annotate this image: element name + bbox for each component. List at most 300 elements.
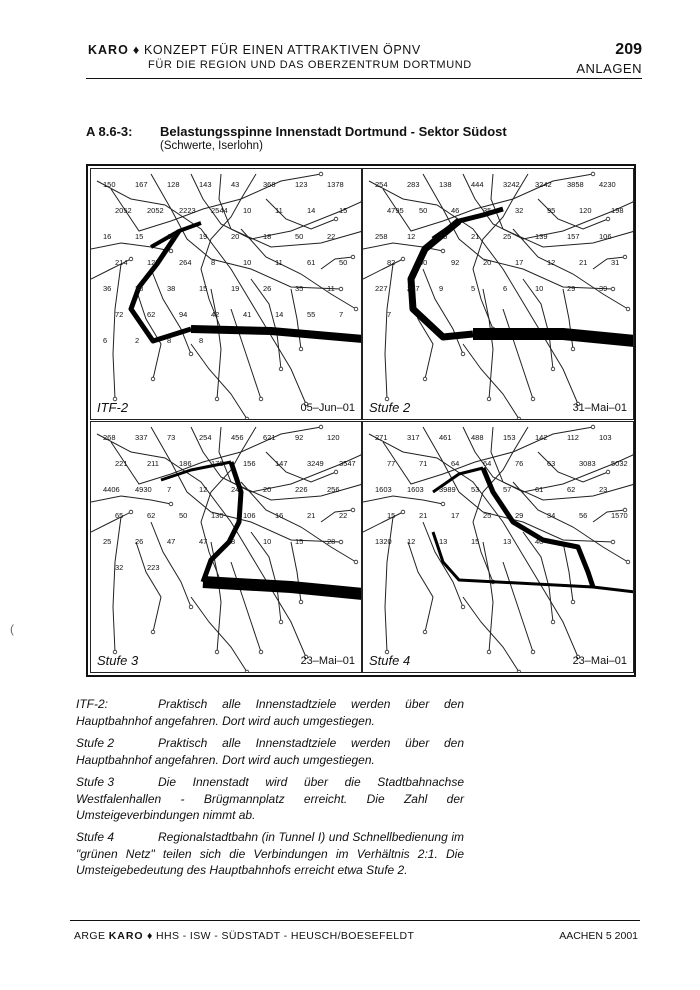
stop-marker bbox=[279, 620, 283, 624]
figure-subtitle: (Schwerte, Iserlohn) bbox=[160, 140, 263, 152]
load-value-label: 15 bbox=[339, 206, 348, 215]
stop-marker bbox=[571, 600, 575, 604]
network-map-itf2 bbox=[91, 169, 362, 420]
load-value-label: 211 bbox=[147, 459, 159, 468]
stop-marker bbox=[339, 540, 343, 544]
load-value-label: 13 bbox=[167, 232, 176, 241]
load-value-label: 13 bbox=[503, 537, 512, 546]
load-value-label: 112 bbox=[567, 433, 579, 442]
load-value-label: 258 bbox=[375, 232, 388, 241]
network-line bbox=[231, 309, 261, 399]
load-value-label: 50 bbox=[179, 511, 188, 520]
load-value-label: 1378 bbox=[327, 180, 344, 189]
section-label: ANLAGEN bbox=[576, 61, 642, 76]
stop-marker bbox=[531, 397, 535, 401]
load-value-label: 12 bbox=[407, 537, 416, 546]
load-value-label: 256 bbox=[327, 485, 340, 494]
stop-marker bbox=[591, 425, 595, 429]
panel-date: 05–Jun–01 bbox=[300, 402, 355, 414]
description-text: Praktisch alle Innenstadtziele werden über den Hauptbahnhof angefahren. Dort wird auch umgestiegen. bbox=[76, 736, 464, 767]
load-value-label: 271 bbox=[375, 433, 388, 442]
load-value-label: 23 bbox=[599, 485, 608, 494]
load-value-label: 10 bbox=[243, 206, 252, 215]
load-value-label: 53 bbox=[471, 485, 480, 494]
load-value-label: 138 bbox=[439, 180, 452, 189]
load-value-label: 11 bbox=[275, 258, 283, 267]
network-line bbox=[91, 496, 171, 504]
network-line bbox=[363, 496, 443, 504]
load-value-label: 17 bbox=[515, 258, 524, 267]
load-value-label: 8 bbox=[211, 258, 216, 267]
stop-marker bbox=[354, 560, 358, 564]
stop-marker bbox=[633, 199, 634, 203]
load-value-label: 57 bbox=[503, 485, 512, 494]
load-value-label: 139 bbox=[535, 232, 548, 241]
footer-partners: HHS - ISW - SÜDSTADT - HEUSCH/BOESEFELDT bbox=[156, 930, 415, 942]
load-value-label: 41 bbox=[243, 310, 252, 319]
load-value-label: 127 bbox=[147, 258, 160, 267]
stop-marker bbox=[129, 257, 133, 261]
load-value-label: 3547 bbox=[339, 459, 356, 468]
load-value-label: 153 bbox=[503, 433, 516, 442]
load-value-label: 35 bbox=[295, 284, 304, 293]
footer-left bbox=[74, 930, 414, 942]
stop-marker bbox=[551, 620, 555, 624]
load-value-label: 50 bbox=[295, 232, 304, 241]
description-label: ITF-2: bbox=[76, 697, 108, 711]
header-bullet: ♦ bbox=[132, 43, 140, 57]
load-value-label: 28 bbox=[327, 537, 336, 546]
load-value-label: 103 bbox=[599, 433, 612, 442]
load-value-label: 3242 bbox=[503, 180, 520, 189]
figure-title: Belastungsspinne Innenstadt Dortmund - Sektor Südost bbox=[160, 124, 507, 139]
load-value-label: 4230 bbox=[599, 180, 616, 189]
load-value-label: 283 bbox=[407, 180, 420, 189]
header-rule bbox=[86, 78, 642, 79]
load-value-label: 227 bbox=[375, 284, 388, 293]
load-value-label: 64 bbox=[451, 459, 460, 468]
load-value-label: 42 bbox=[211, 310, 220, 319]
network-line bbox=[593, 257, 625, 269]
network-map-stufe2 bbox=[363, 169, 634, 420]
description-stufe2 bbox=[76, 735, 464, 768]
load-value-label: 50 bbox=[339, 258, 348, 267]
network-line bbox=[483, 542, 493, 652]
stop-marker bbox=[319, 172, 323, 176]
load-value-label: 47 bbox=[167, 537, 176, 546]
network-line bbox=[191, 344, 247, 419]
footer-brand: KARO bbox=[108, 930, 144, 942]
load-value-label: 32 bbox=[115, 563, 124, 572]
heavy-load-line bbox=[203, 582, 362, 594]
load-value-label: 40 bbox=[535, 537, 544, 546]
load-value-label: 130 bbox=[211, 511, 224, 520]
stop-marker bbox=[299, 347, 303, 351]
stop-marker bbox=[551, 367, 555, 371]
load-value-label: 461 bbox=[439, 433, 452, 442]
load-value-label: 64 bbox=[483, 459, 492, 468]
header-line1 bbox=[88, 43, 421, 57]
load-value-label: 120 bbox=[327, 433, 340, 442]
stop-marker bbox=[215, 650, 219, 654]
load-value-label: 95 bbox=[547, 206, 556, 215]
panel-stufe4 bbox=[362, 421, 634, 673]
load-value-label: 31 bbox=[611, 258, 620, 267]
load-value-label: 56 bbox=[579, 511, 588, 520]
load-value-label: 120 bbox=[579, 206, 592, 215]
stop-marker bbox=[129, 510, 133, 514]
load-value-label: 22 bbox=[327, 232, 336, 241]
load-value-label: 19 bbox=[231, 284, 240, 293]
load-value-label: 15 bbox=[295, 537, 304, 546]
load-value-label: 456 bbox=[231, 433, 244, 442]
network-line bbox=[408, 542, 433, 632]
panel-label: Stufe 3 bbox=[97, 653, 139, 668]
network-line bbox=[423, 522, 463, 607]
load-value-label: 4406 bbox=[103, 485, 120, 494]
load-value-label: 16 bbox=[103, 232, 112, 241]
load-value-label: 264 bbox=[179, 258, 192, 267]
load-value-label: 47 bbox=[199, 537, 208, 546]
panel-label: Stufe 2 bbox=[369, 400, 411, 415]
stop-marker bbox=[351, 508, 355, 512]
load-value-label: 3249 bbox=[307, 459, 324, 468]
load-value-label: 106 bbox=[243, 511, 256, 520]
load-value-label: 368 bbox=[263, 180, 276, 189]
load-value-label: 1320 bbox=[375, 537, 392, 546]
load-value-label: 157 bbox=[567, 232, 580, 241]
stop-marker bbox=[487, 397, 491, 401]
stop-marker bbox=[319, 425, 323, 429]
description-label: Stufe 2 bbox=[76, 736, 115, 750]
panel-date: 23–Mai–01 bbox=[572, 655, 627, 667]
description-stufe4 bbox=[76, 829, 464, 879]
network-line bbox=[463, 597, 519, 672]
stop-marker bbox=[169, 249, 173, 253]
load-value-label: 55 bbox=[307, 310, 316, 319]
load-value-label: 15 bbox=[135, 232, 144, 241]
load-value-label: 21 bbox=[579, 258, 588, 267]
load-value-label: 38 bbox=[135, 284, 144, 293]
stop-marker bbox=[611, 287, 615, 291]
load-value-label: 2544 bbox=[211, 206, 228, 215]
network-line bbox=[201, 174, 256, 329]
load-value-label: 29 bbox=[515, 511, 524, 520]
load-value-label: 61 bbox=[307, 258, 316, 267]
load-value-label: 8 bbox=[199, 336, 204, 345]
load-value-label: 9 bbox=[439, 284, 444, 293]
load-value-label: 8 bbox=[167, 336, 172, 345]
stop-marker bbox=[215, 397, 219, 401]
stop-marker bbox=[441, 502, 445, 506]
footer-rule bbox=[70, 920, 640, 921]
load-value-label: 26 bbox=[135, 537, 144, 546]
load-value-label: 147 bbox=[275, 459, 288, 468]
load-value-label: 38 bbox=[167, 284, 176, 293]
stop-marker bbox=[591, 172, 595, 176]
load-value-label: 29 bbox=[567, 284, 576, 293]
stop-marker bbox=[189, 352, 193, 356]
load-value-label: 223 bbox=[147, 563, 160, 572]
network-line bbox=[231, 562, 261, 652]
load-value-label: 34 bbox=[547, 511, 556, 520]
load-value-label: 36 bbox=[103, 284, 112, 293]
load-value-label: 1603 bbox=[407, 485, 424, 494]
header-title-line2: FÜR DIE REGION UND DAS OBERZENTRUM DORTMUND bbox=[148, 59, 472, 71]
load-value-label: 50 bbox=[419, 206, 428, 215]
load-value-label: 32 bbox=[515, 206, 524, 215]
footer-date: AACHEN 5 2001 bbox=[559, 930, 638, 942]
load-value-label: 2052 bbox=[115, 206, 132, 215]
stop-marker bbox=[189, 605, 193, 609]
load-value-label: 3989 bbox=[439, 485, 456, 494]
stop-marker bbox=[606, 217, 610, 221]
load-value-label: 3242 bbox=[535, 180, 552, 189]
stop-marker bbox=[423, 377, 427, 381]
stop-marker bbox=[259, 650, 263, 654]
panel-date: 31–Mai–01 bbox=[572, 402, 627, 414]
stop-marker bbox=[623, 255, 627, 259]
load-value-label: 22 bbox=[339, 511, 348, 520]
stop-marker bbox=[354, 307, 358, 311]
stop-marker bbox=[299, 600, 303, 604]
load-value-label: 21 bbox=[307, 511, 316, 520]
network-line bbox=[113, 264, 124, 399]
stop-marker bbox=[401, 510, 405, 514]
load-value-label: 15 bbox=[199, 284, 208, 293]
load-value-label: 3083 bbox=[579, 459, 596, 468]
footer-bullet: ♦ bbox=[146, 930, 153, 942]
stop-marker bbox=[633, 482, 634, 486]
stop-marker bbox=[461, 352, 465, 356]
description-stufe3 bbox=[76, 774, 464, 824]
description-text: Die Innenstadt wird über die Stadtbahnachse Westfalenhallen - Brügmannplatz erreicht. Die Zahl der Umsteigeverbindungen nimmt ab. bbox=[76, 775, 464, 822]
panel-label: ITF-2 bbox=[97, 400, 129, 415]
figure-label: A 8.6-3: bbox=[86, 124, 133, 139]
heavy-load-line bbox=[191, 329, 362, 339]
load-value-label: 2052 bbox=[147, 206, 164, 215]
stop-marker bbox=[517, 670, 521, 673]
load-value-label: 71 bbox=[419, 459, 428, 468]
page-number: 209 bbox=[615, 41, 642, 58]
load-value-label: 73 bbox=[167, 433, 176, 442]
network-line bbox=[136, 542, 161, 632]
stop-marker bbox=[279, 367, 283, 371]
load-value-label: 268 bbox=[103, 433, 116, 442]
footer-prefix: ARGE bbox=[74, 930, 106, 942]
stop-marker bbox=[633, 229, 634, 233]
load-value-label: 337 bbox=[135, 433, 148, 442]
load-value-label: 14 bbox=[307, 206, 316, 215]
load-value-label: 77 bbox=[387, 459, 396, 468]
header-brand: KARO bbox=[88, 43, 129, 57]
heavy-load-line bbox=[433, 532, 634, 592]
load-value-label: 63 bbox=[547, 459, 556, 468]
stop-marker bbox=[351, 255, 355, 259]
load-value-label: 21 bbox=[419, 511, 428, 520]
load-value-label: 488 bbox=[471, 433, 484, 442]
load-value-label: 13 bbox=[439, 537, 448, 546]
load-value-label: 150 bbox=[103, 180, 116, 189]
description-text: Regionalstadtbahn (in Tunnel I) und Schnellbedienung im "grünen Netz" teilen sich die Verbindungen im Verhältnis 2:1. Die Umsteigebedeutung des Hauptbahnhofs erreicht etwa Stufe 2. bbox=[76, 830, 464, 877]
load-value-label: 26 bbox=[263, 284, 272, 293]
load-value-label: 25 bbox=[103, 537, 112, 546]
network-line bbox=[503, 562, 533, 652]
description-itf2 bbox=[76, 696, 464, 729]
load-value-label: 1570 bbox=[611, 511, 628, 520]
load-value-label: 76 bbox=[515, 459, 524, 468]
stop-marker bbox=[626, 560, 630, 564]
load-value-label: 7 bbox=[167, 485, 172, 494]
load-value-label: 6 bbox=[103, 336, 108, 345]
stop-marker bbox=[423, 630, 427, 634]
description-text: Praktisch alle Innenstadtziele werden über den Hauptbahnhof angefahren. Dort wird auch umgestiegen. bbox=[76, 697, 464, 728]
load-value-label: 17 bbox=[451, 511, 460, 520]
load-value-label: 15 bbox=[387, 511, 396, 520]
stop-marker bbox=[245, 670, 249, 673]
load-value-label: 20 bbox=[483, 258, 492, 267]
heavy-load-line bbox=[473, 334, 634, 341]
network-line bbox=[363, 512, 403, 532]
load-value-label: 46 bbox=[451, 206, 460, 215]
load-value-label: 72 bbox=[115, 310, 124, 319]
load-value-label: 254 bbox=[199, 433, 212, 442]
stop-marker bbox=[571, 347, 575, 351]
network-line bbox=[363, 259, 403, 279]
load-value-label: 35 bbox=[483, 206, 492, 215]
load-value-label: 5032 bbox=[611, 459, 628, 468]
network-line bbox=[321, 257, 353, 269]
network-line bbox=[191, 597, 247, 672]
load-value-label: 123 bbox=[295, 180, 308, 189]
stop-marker bbox=[633, 452, 634, 456]
load-value-label: 2223 bbox=[179, 206, 196, 215]
load-value-label: 25 bbox=[503, 232, 512, 241]
load-value-label: 178 bbox=[211, 459, 224, 468]
load-value-label: 16 bbox=[275, 511, 284, 520]
stop-marker bbox=[461, 605, 465, 609]
load-value-label: 24 bbox=[231, 485, 240, 494]
load-value-label: 15 bbox=[471, 537, 480, 546]
load-value-label: 167 bbox=[135, 180, 148, 189]
network-line bbox=[91, 512, 131, 532]
stop-marker bbox=[334, 470, 338, 474]
panel-label: Stufe 4 bbox=[369, 653, 411, 668]
stop-marker bbox=[606, 470, 610, 474]
network-line bbox=[113, 517, 124, 652]
load-value-label: 10 bbox=[243, 258, 252, 267]
load-value-label: 65 bbox=[115, 511, 124, 520]
panel-itf2 bbox=[90, 168, 362, 420]
load-value-label: 94 bbox=[179, 310, 188, 319]
network-line bbox=[211, 289, 221, 399]
stop-marker bbox=[401, 257, 405, 261]
network-line bbox=[503, 309, 533, 399]
load-value-label: 3858 bbox=[567, 180, 584, 189]
panel-stufe3 bbox=[90, 421, 362, 673]
load-value-label: 60 bbox=[419, 258, 428, 267]
load-value-label: 2 bbox=[135, 336, 140, 345]
load-value-label: 62 bbox=[147, 511, 156, 520]
network-line bbox=[423, 269, 463, 354]
load-value-label: 4930 bbox=[135, 485, 152, 494]
load-value-label: 12 bbox=[547, 258, 556, 267]
network-line bbox=[473, 174, 528, 329]
load-value-label: 7 bbox=[387, 310, 392, 319]
load-value-label: 62 bbox=[147, 310, 156, 319]
load-value-label: 12 bbox=[407, 232, 416, 241]
load-value-label: 247 bbox=[407, 284, 420, 293]
stop-marker bbox=[339, 287, 343, 291]
network-map-stufe4 bbox=[363, 422, 634, 673]
load-value-label: 198 bbox=[611, 206, 624, 215]
load-value-label: 156 bbox=[243, 459, 256, 468]
stop-marker bbox=[151, 377, 155, 381]
description-label: Stufe 3 bbox=[76, 775, 115, 789]
load-value-label: 214 bbox=[115, 258, 128, 267]
load-value-label: 143 bbox=[199, 180, 212, 189]
network-line bbox=[291, 289, 301, 349]
load-value-label: 20 bbox=[231, 232, 240, 241]
load-value-label: 142 bbox=[535, 433, 548, 442]
load-value-label: 4795 bbox=[387, 206, 404, 215]
stop-marker bbox=[441, 249, 445, 253]
load-value-label: 12 bbox=[199, 485, 208, 494]
load-value-label: 5 bbox=[471, 284, 476, 293]
stop-marker bbox=[517, 417, 521, 420]
load-value-label: 7 bbox=[339, 310, 344, 319]
load-value-label: 92 bbox=[295, 433, 304, 442]
load-value-label: 10 bbox=[263, 537, 272, 546]
stop-marker bbox=[151, 630, 155, 634]
network-line bbox=[463, 344, 519, 419]
load-map-figure bbox=[86, 164, 636, 677]
header-title-line1: KONZEPT FÜR EINEN ATTRAKTIVEN ÖPNV bbox=[143, 43, 421, 57]
panel-stufe2 bbox=[362, 168, 634, 420]
load-value-label: 254 bbox=[375, 180, 388, 189]
stop-marker bbox=[169, 502, 173, 506]
load-value-label: 444 bbox=[471, 180, 484, 189]
load-value-label: 11 bbox=[275, 206, 283, 215]
load-value-label: 92 bbox=[451, 258, 460, 267]
load-value-label: 61 bbox=[535, 485, 544, 494]
stop-marker bbox=[334, 217, 338, 221]
load-value-label: 25 bbox=[483, 511, 492, 520]
load-value-label: 21 bbox=[471, 232, 480, 241]
load-value-label: 128 bbox=[167, 180, 180, 189]
description-label: Stufe 4 bbox=[76, 830, 115, 844]
stop-marker bbox=[259, 397, 263, 401]
load-value-label: 10 bbox=[535, 284, 544, 293]
margin-mark: ( bbox=[10, 622, 14, 636]
stop-marker bbox=[531, 650, 535, 654]
network-line bbox=[563, 542, 573, 602]
load-value-label: 39 bbox=[599, 284, 608, 293]
load-value-label: 1603 bbox=[375, 485, 392, 494]
load-value-label: 11 bbox=[327, 284, 335, 293]
load-value-label: 62 bbox=[567, 485, 576, 494]
load-value-label: 15 bbox=[439, 232, 448, 241]
stop-marker bbox=[611, 540, 615, 544]
stop-marker bbox=[626, 307, 630, 311]
load-value-label: 18 bbox=[263, 232, 272, 241]
load-value-label: 221 bbox=[115, 459, 128, 468]
load-value-label: 20 bbox=[263, 485, 272, 494]
load-value-label: 82 bbox=[387, 258, 396, 267]
stop-marker bbox=[487, 650, 491, 654]
load-value-label: 621 bbox=[263, 433, 276, 442]
network-line bbox=[483, 289, 493, 399]
